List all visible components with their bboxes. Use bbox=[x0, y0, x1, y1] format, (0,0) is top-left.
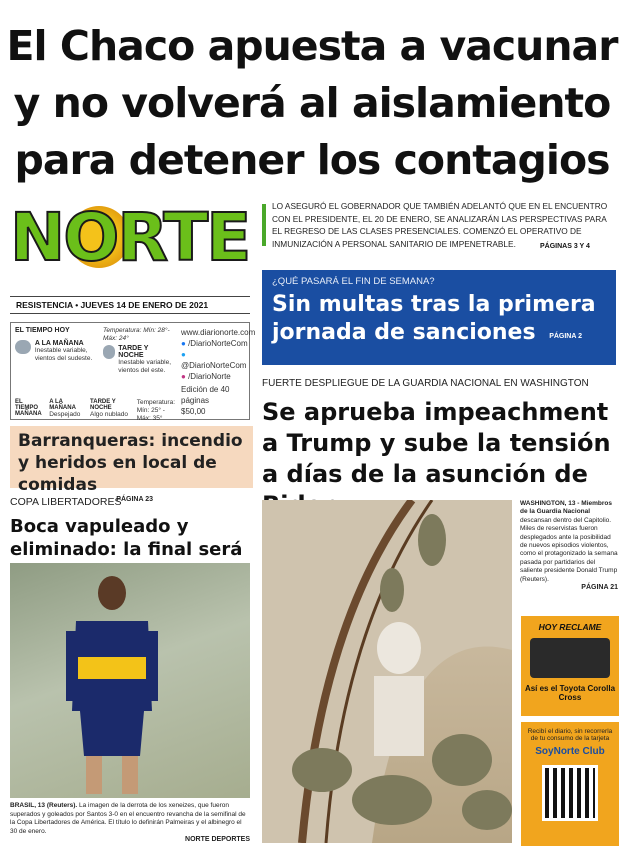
copa-section: NORTE DEPORTES bbox=[185, 836, 250, 843]
social-links bbox=[181, 327, 256, 417]
player-image bbox=[66, 571, 158, 797]
masthead-logo[interactable] bbox=[10, 196, 252, 288]
copa-headline[interactable]: Boca vapuleado y eliminado: la final será bbox=[10, 516, 243, 560]
copa-caption bbox=[10, 802, 250, 845]
copa-caption-lead: BRASIL, 13 (Reuters). bbox=[10, 802, 78, 809]
weekend-question: ¿QUÉ PASARÁ EL FIN DE SEMANA? bbox=[272, 276, 435, 287]
weather-today-title: EL TIEMPO HOY bbox=[15, 327, 70, 334]
deck-page: PÁGINAS 3 Y 4 bbox=[540, 243, 590, 250]
impeachment-kicker: FUERTE DESPLIEGUE DE LA GUARDIA NACIONAL EN WASHINGTON bbox=[262, 378, 589, 389]
instagram-link[interactable]: /DiarioNorte bbox=[188, 372, 231, 381]
cloud-icon bbox=[103, 345, 115, 359]
weather-temp-today: Temperatura: Mín: 28°- Máx: 24° bbox=[103, 327, 170, 342]
ad1-title: HOY RECLAME bbox=[538, 622, 602, 632]
tomorrow-morning-text: Despejado bbox=[49, 411, 81, 418]
qr-code-icon[interactable] bbox=[542, 765, 598, 821]
instagram-icon: ● bbox=[181, 372, 186, 381]
deck-text: LO ASEGURÓ EL GOBERNADOR QUE TAMBIÉN ADELANTÓ QUE EN EL ENCUENTRO CON EL PRESIDENTE, EL 20 DE ENERO, SE ANALIZARÁN LAS PERSPECTIVAS PARA EL REGRESO DE LAS CLASES PRESENCIALES. COMENZÓ EL OPERATIVO DE INMUNIZACIÓN A PERSONAL SANITARIO DE IMPENETRABLE. bbox=[272, 201, 608, 249]
barranqueras-headline: Barranqueras: incendio y heridos en local de comidas bbox=[18, 431, 243, 495]
barranqueras-page: PÁGINA 23 bbox=[116, 496, 153, 503]
impeachment-caption bbox=[520, 500, 618, 592]
facebook-link[interactable]: /DiarioNorteCom bbox=[188, 339, 248, 348]
weather-box bbox=[10, 322, 256, 422]
tomorrow-night-text: Algo nublado bbox=[90, 411, 128, 418]
twitter-link[interactable]: @DiarioNorteCom bbox=[181, 361, 247, 370]
car-icon bbox=[530, 638, 610, 678]
ad2-brand: SoyNorte Club bbox=[535, 746, 605, 757]
weather-tomorrow-title: EL TIEMPO MAÑANA bbox=[15, 399, 42, 417]
impeachment-headline[interactable]: Se aprueba impeachment a Trump y sube la tensión a días de la asunción de bbox=[262, 398, 611, 488]
main-headline-line2: y no volverá al aislamiento bbox=[13, 79, 611, 127]
dateline: RESISTENCIA • JUEVES 14 DE ENERO DE 2021 bbox=[10, 296, 250, 314]
main-headline[interactable] bbox=[0, 18, 624, 189]
cloud-icon bbox=[15, 340, 31, 354]
weekend-story[interactable] bbox=[262, 270, 616, 365]
weather-afternoon-label: TARDE Y NOCHE bbox=[118, 345, 149, 359]
weekend-headline: Sin multas tras la primera jornada de sanciones bbox=[272, 292, 596, 345]
weather-afternoon bbox=[103, 327, 175, 375]
capitol-image bbox=[262, 500, 512, 843]
weather-morning-label: A LA MAÑANA bbox=[34, 340, 84, 347]
impeachment-page: PÁGINA 21 bbox=[581, 584, 618, 592]
weekend-page: PÁGINA 2 bbox=[549, 333, 582, 340]
ad-club[interactable] bbox=[521, 722, 619, 846]
main-headline-line3: para detener los contagios bbox=[14, 136, 610, 184]
impeachment-photo[interactable] bbox=[262, 500, 512, 843]
facebook-icon: ● bbox=[181, 339, 186, 348]
tomorrow-night-label: TARDE Y NOCHE bbox=[90, 399, 116, 411]
impeachment-caption-text: descansan dentro del Capitolio. Miles de reservistas fueron desplegados ante la posibilidad de nuevos episodios violentos, como el protagonizado la semana pasada por partidarios del saliente presidente Donald Trump (Reuters). bbox=[520, 516, 618, 583]
tomorrow-temp: Temperatura: Mín: 25° - Máx: 35° bbox=[136, 399, 175, 422]
twitter-icon: ● bbox=[181, 350, 186, 359]
ad1-text: Así es el Toyota Corolla Cross bbox=[524, 684, 616, 702]
ad-toyota[interactable] bbox=[521, 616, 619, 716]
weather-afternoon-text: Inestable variable, vientos del este. bbox=[118, 359, 172, 374]
weather-tomorrow bbox=[15, 399, 175, 423]
edition-info: Edición de 40 páginas bbox=[181, 385, 230, 405]
ad2-text: Recibí el diario, sin recorrerla de tu consumo de la tarjeta bbox=[527, 728, 613, 742]
copa-caption-text: La imagen de la derrota de los xeneizes, que fueron superados y goleados por Santos 3-0 en el encuentro revancha de la semifinal de la Copa Libertadores de América. El título lo definirán Palmeiras y el albinegro el 30 de enero. bbox=[10, 802, 246, 835]
impeachment-caption-lead: WASHINGTON, 13 - Miembros de la Guardia Nacional bbox=[520, 500, 612, 516]
main-headline-line1: El Chaco apuesta a vacunar bbox=[6, 22, 618, 70]
tomorrow-morning-label: A LA MAÑANA bbox=[49, 399, 76, 411]
weather-morning-text: Inestable variable, vientos del sudeste. bbox=[34, 347, 93, 362]
logo-text: NORTE bbox=[10, 199, 250, 276]
price: $50,00 bbox=[181, 407, 206, 416]
deck-accent-bar bbox=[262, 204, 266, 246]
weather-today bbox=[15, 327, 103, 363]
web-link[interactable]: www.diarionorte.com bbox=[181, 328, 256, 337]
copa-photo[interactable] bbox=[10, 563, 250, 798]
copa-kicker: COPA LIBERTADORES bbox=[10, 496, 122, 508]
